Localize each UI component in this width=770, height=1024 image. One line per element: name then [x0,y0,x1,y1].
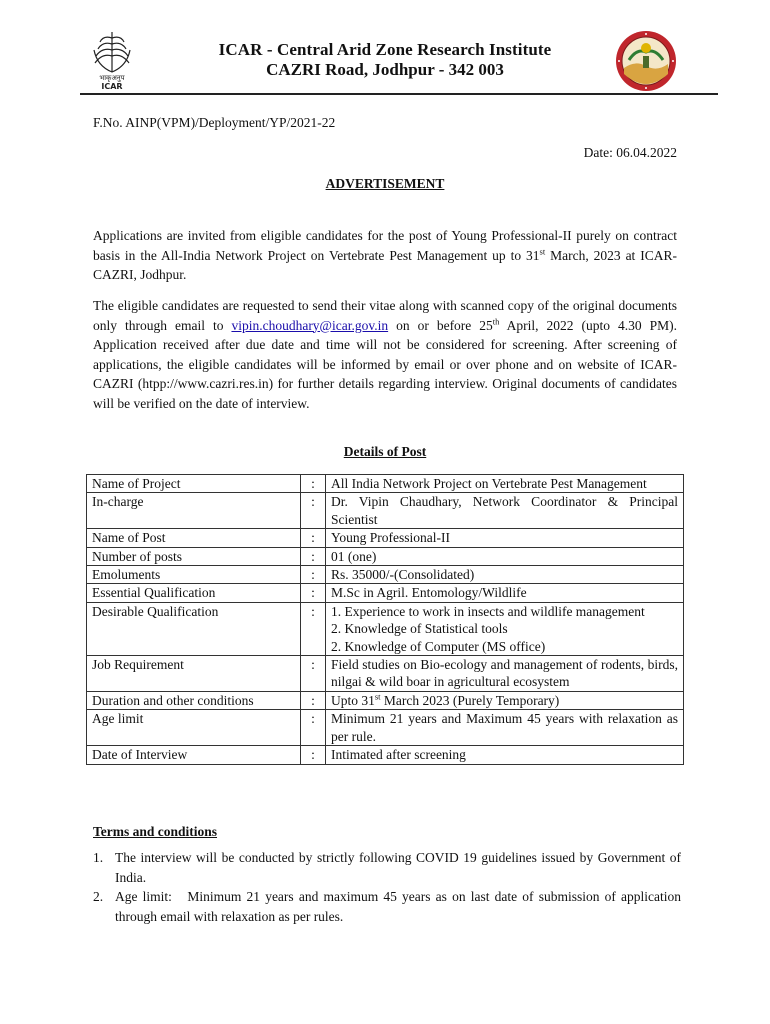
terms-heading: Terms and conditions [93,824,218,839]
icar-logo-script: भाकृअनुप [99,74,125,82]
table-row: Desirable Qualification : 1. Experience to work in insects and wildlife management 2. Knowledge of Statistical tools 2. Knowledge of Computer (MS office) [87,602,684,655]
instructions-paragraph: The eligible candidates are requested to send their vitae along with scanned copy of the original documents only through email to vipin.choudhary@icar.gov.in on or before 25th April, 2022 (upto 4.30 PM). Application received after due date and time will not be considered for screening. After screening of applications, the eligible candidates will be informed by email or over phone and on website of ICAR-CAZRI (htpp://www.cazri.res.in) for further details regarding interview. Original documents of candidates will be verified on the date of interview. [93,298,677,411]
page-title: ADVERTISEMENT [325,176,445,191]
header-divider [80,93,718,95]
file-number: F.No. AINP(VPM)/Deployment/YP/2021-22 [93,115,336,130]
table-row: Age limit : Minimum 21 years and Maximum 45 years with relaxation as per rule. [87,710,684,746]
table-row: Name of Post : Young Professional-II [87,529,684,547]
terms-list [93,848,685,926]
institute-name: ICAR - Central Arid Zone Research Institute [218,40,552,59]
table-row: Duration and other conditions : Upto 31st March 2023 (Purely Temporary) [87,691,684,709]
table-row: Date of Interview : Intimated after screening [87,746,684,764]
letterhead [0,0,770,96]
list-item: 2. Age limit: Minimum 21 years and maximum 45 years as on last date of submission of application through email with relaxation as per rules. [93,889,685,924]
table-row: Essential Qualification : M.Sc in Agril. Entomology/Wildlife [87,584,684,602]
list-item: 1. The interview will be conducted by strictly following COVID 19 guidelines issued by Government of India. [93,850,681,885]
table-row: Number of posts : 01 (one) [87,547,684,565]
email-link[interactable]: vipin.choudhary@icar.gov.in [231,317,389,333]
details-heading: Details of Post [343,444,427,459]
cazri-seal-icon [615,30,677,92]
table-row: In-charge : Dr. Vipin Chaudhary, Network Coordinator & Principal Scientist [87,493,684,529]
details-table [86,474,684,765]
intro-paragraph: Applications are invited from eligible candidates for the post of Young Professional-II purely on contract basis in the All-India Network Project on Vertebrate Pest Management up to 31st March, 2023 at ICAR-CAZRI, Jodhpur. [93,228,677,282]
table-row: Job Requirement : Field studies on Bio-ecology and management of rodents, birds, nilgai & wild boar in agricultural ecosystem [87,656,684,692]
institute-address: CAZRI Road, Jodhpur - 342 003 [266,60,504,79]
table-row: Emoluments : Rs. 35000/-(Consolidated) [87,566,684,584]
table-row: Name of Project : All India Network Project on Vertebrate Pest Management [87,475,684,493]
document-date: Date: 06.04.2022 [583,145,677,160]
icar-logo-text: ICAR [101,82,123,90]
